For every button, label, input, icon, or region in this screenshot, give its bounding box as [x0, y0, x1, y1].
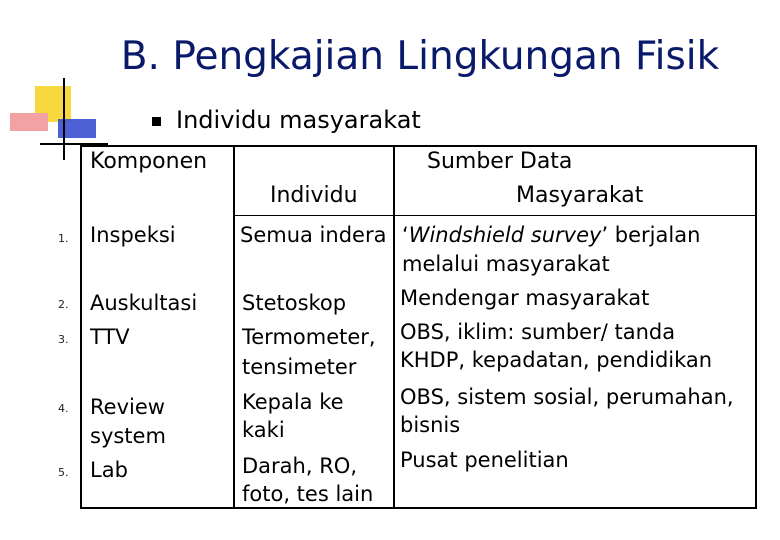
row-number-5: 5. [58, 466, 69, 479]
individu-row-3b: tensimeter [242, 355, 357, 379]
table-bottom-border [80, 507, 757, 509]
row-number-4: 4. [58, 402, 69, 415]
individu-row-2: Stetoskop [242, 291, 347, 315]
header-masyarakat: Masyarakat [516, 183, 644, 208]
decor-red-bar [10, 113, 48, 131]
komponen-system: system [90, 424, 166, 448]
komponen-lab: Lab [90, 458, 128, 482]
individu-row-5a: Darah, RO, [242, 454, 357, 478]
windshield-survey-text: Windshield survey [408, 223, 602, 247]
table-top-border [80, 145, 757, 147]
slide-title: B. Pengkajian Lingkungan Fisik [120, 34, 720, 79]
column-divider-2 [393, 145, 395, 509]
masyarakat-row-4b: bisnis [400, 413, 461, 437]
masyarakat-row-5: Pusat penelitian [400, 448, 569, 472]
masyarakat-row-4a: OBS, sistem sosial, perumahan, [400, 385, 734, 409]
masyarakat-row-1 [402, 221, 700, 250]
individu-row-3a: Termometer, [242, 325, 376, 349]
masyarakat-row-3a: OBS, iklim: sumber/ tanda [400, 320, 676, 344]
masyarakat-row-1b: melalui masyarakat [402, 252, 610, 276]
slide-subtitle: Individu masyarakat [176, 106, 421, 134]
individu-row-5b: foto, tes lain [242, 482, 374, 506]
komponen-review: Review [90, 395, 165, 419]
decor-vertical-line [63, 78, 65, 160]
masyarakat-row-3b: KHDP, kepadatan, pendidikan [400, 348, 713, 372]
quote-close-berjalan: ’ berjalan [601, 223, 701, 247]
table-right-border [755, 145, 757, 509]
header-divider [233, 215, 757, 216]
header-komponen: Komponen [90, 149, 208, 174]
row-number-1: 1. [58, 232, 69, 245]
komponen-inspeksi: Inspeksi [90, 223, 176, 247]
komponen-ttv: TTV [90, 325, 130, 349]
individu-row-4b: kaki [242, 418, 285, 442]
quote-open: ‘ [402, 223, 409, 247]
square-bullet-icon [152, 117, 161, 126]
header-sumber-data: Sumber Data [427, 149, 573, 174]
row-number-2: 2. [58, 298, 69, 311]
individu-row-4a: Kepala ke [242, 390, 344, 414]
masyarakat-row-2: Mendengar masyarakat [400, 286, 650, 310]
header-individu: Individu [270, 183, 358, 208]
komponen-auskultasi: Auskultasi [90, 291, 198, 315]
table-left-border [80, 145, 82, 509]
individu-row-1: Semua indera [240, 223, 387, 247]
row-number-3: 3. [58, 333, 69, 346]
column-divider-1 [233, 145, 235, 509]
